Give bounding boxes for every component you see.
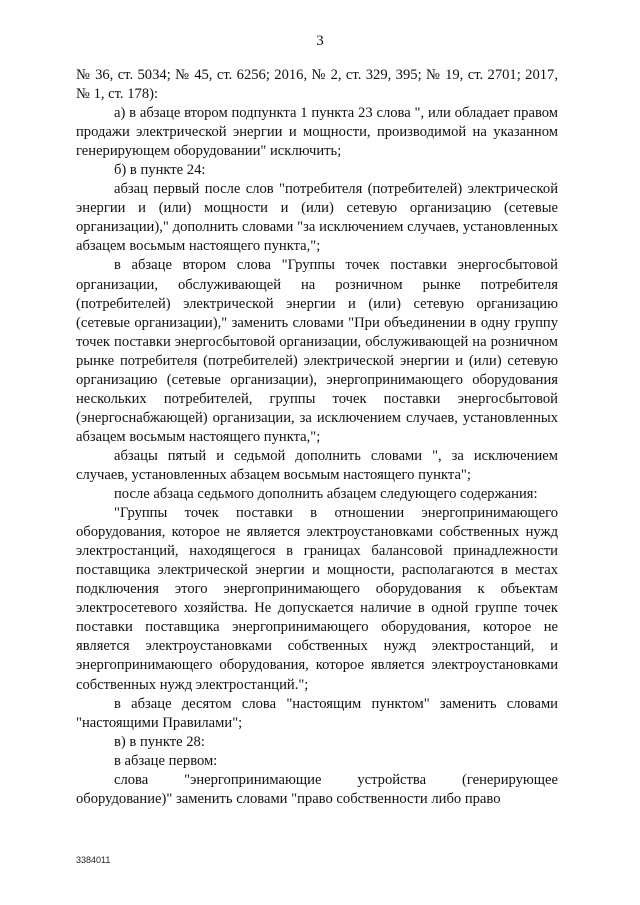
paragraph: б) в пункте 24:: [114, 162, 206, 179]
paragraph: "Группы точек поставки в отношении энергопринимающего оборудования, которое не является электроустановками собственных нужд электростанций, находящегося в границах балансовой принадлежности поставщика электрической энергии и мощности, располагаются в местах подключения этого энергопринимающего оборудования к объектам электросетевого хозяйства. Не допускается наличие в одной группе точек поставки поставщика энергопринимающего оборудования, которое не является электроустановками собственных нужд электростанций, и энергопринимающего оборудования, которое является электроустановками собственных нужд электростанций.";: [76, 505, 558, 693]
paragraph: № 36, ст. 5034; № 45, ст. 6256; 2016, № 2, ст. 329, 395; № 19, ст. 2701; 2017, № 1, ст. 178):: [76, 67, 558, 103]
paragraph: после абзаца седьмого дополнить абзацем следующего содержания:: [114, 486, 538, 503]
paragraph: слова "энергопринимающие устройства (генерирующее оборудование)" заменить словами "право собственности либо право: [76, 771, 558, 807]
paragraph: абзацы пятый и седьмой дополнить словами ", за исключением случаев, установленных абзацем восьмым настоящего пункта";: [76, 447, 558, 483]
paragraph: абзац первый после слов "потребителя (потребителей) электрической энергии и (или) мощности и (или) сетевую организацию (сетевые организации)," дополнить словами "за исключением случаев, установленных абзацем восьмым настоящего пункта,";: [76, 181, 558, 255]
page-number: 3: [316, 33, 324, 49]
paragraph: в) в пункте 28:: [114, 733, 205, 750]
paragraph: а) в абзаце втором подпункта 1 пункта 23 слова ", или обладает правом продажи электрической энергии и мощности, производимой на указанном генерирующем оборудовании" исключить;: [76, 105, 558, 160]
document-body: [76, 66, 558, 809]
paragraph: в абзаце первом:: [114, 752, 218, 769]
paragraph: в абзаце втором слова "Группы точек поставки энергосбытовой организации, обслуживающей на розничном рынке потребителя (потребителей) электрической энергии и (или) сетевую организацию (сетевые организации)," заменить словами "При объединении в одну группу точек поставки энергосбытовой организации, обслуживающей на розничном рынке потребителя (потребителей) электрической энергии и (или) сетевую организацию (сетевые организации), энергопринимающего оборудования нескольких потребителей, группы точек поставки энергосбытовой (энергоснабжающей) организации, за исключением случаев, установленных абзацем восьмым настоящего пункта,";: [76, 257, 558, 445]
paragraph: в абзаце десятом слова "настоящим пунктом" заменить словами "настоящими Правилами";: [76, 695, 558, 731]
document-code: 3384011: [76, 855, 111, 865]
